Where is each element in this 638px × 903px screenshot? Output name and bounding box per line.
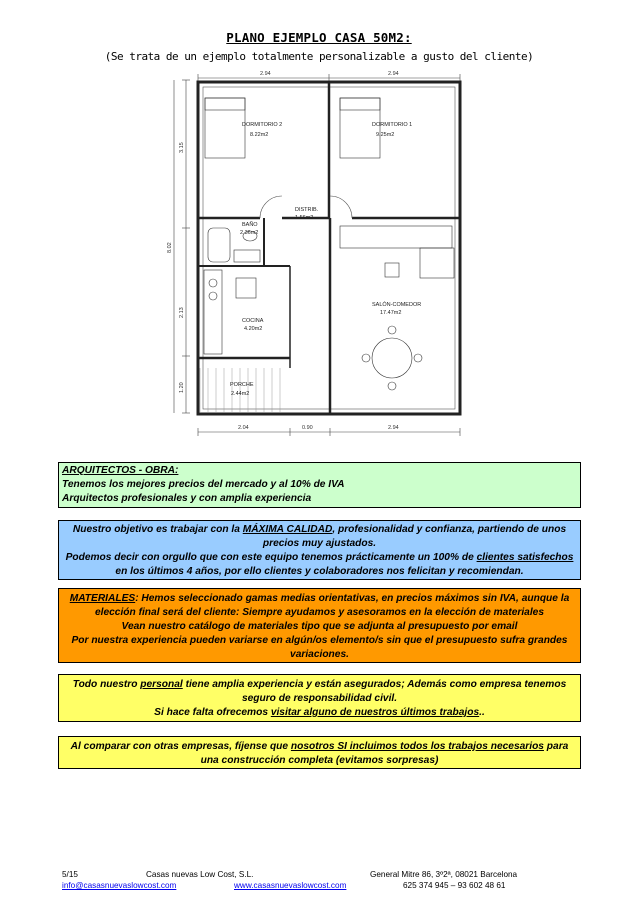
room-cocina-name: COCINA (242, 318, 264, 324)
arquitectos-box (58, 462, 581, 508)
room-dormitorio1-name: DORMITORIO 1 (372, 122, 413, 128)
arquitectos-line-3: Arquitectos profesionales y con amplia experiencia (62, 493, 312, 504)
objetivo-p2-text: Podemos decir con orgullo que con este equipo tenemos prácticamente un 100% de (65, 552, 477, 563)
dim-bottom-1: 2.04 (238, 425, 249, 431)
dim-bottom-3: 2.94 (388, 425, 399, 431)
arquitectos-heading: ARQUITECTOS - OBRA: (62, 465, 179, 476)
dim-left-1: 3.15 (179, 142, 185, 153)
dim-bottom-2: 0.90 (302, 425, 313, 431)
page-subtitle: (Se trata de un ejemplo totalmente personalizable a gusto del cliente) (104, 50, 534, 63)
materiales-paragraph-1 (65, 592, 574, 620)
room-porche-area: 2.44m2 (231, 391, 250, 397)
room-porche-name: PORCHE (230, 382, 254, 388)
room-dormitorio2-name: DORMITORIO 2 (242, 122, 283, 128)
personal-paragraph-1 (65, 678, 574, 706)
footer-phones: 625 374 945 – 93 602 48 61 (403, 881, 506, 890)
room-salon-area: 17.47m2 (380, 310, 402, 316)
materiales-heading: MATERIALES (69, 593, 136, 604)
room-salon-name: SALÓN-COMEDOR (372, 302, 422, 308)
personal-word: personal (140, 679, 183, 690)
materiales-paragraph-3: Por nuestra experiencia pueden variarse en algún/os elemento/s sin que el presupuesto sufra grandes variaciones. (71, 635, 568, 660)
footer-company: Casas nuevas Low Cost, S.L. (146, 870, 254, 879)
comparar-paragraph (65, 740, 574, 768)
objetivo-paragraph-2 (65, 551, 574, 579)
floor-plan (160, 68, 470, 443)
personal-p1-text: Todo nuestro (72, 679, 141, 690)
personal-box (58, 674, 581, 722)
dim-top-left: 2.94 (260, 71, 271, 77)
dim-top-right: 2.94 (388, 71, 399, 77)
footer-address: General Mitre 86, 3º2ª, 08021 Barcelona (370, 870, 518, 879)
objetivo-box (58, 520, 581, 580)
materiales-p1-text: : Hemos seleccionado gamas medias orientativas, en precios máximos sin IVA, aunque la elección final será del cliente: Siempre ayudamos y asesoramos en la elección de materiales (94, 593, 570, 618)
footer-page-number: 5/15 (62, 870, 78, 879)
comparar-text: Al comparar con otras empresas, fíjense que (70, 741, 291, 752)
room-distrib-name: DISTRIB. (295, 207, 319, 213)
objetivo-p1-tail: , profesionalidad y confianza, partiendo de unos precios muy ajustados. (262, 524, 567, 549)
arquitectos-line-2: Tenemos los mejores precios del mercado y al 10% de IVA (62, 479, 345, 490)
room-dormitorio2-area: 8.22m2 (250, 132, 269, 138)
materiales-box (58, 588, 581, 663)
room-dormitorio1-area: 9.25m2 (376, 132, 395, 138)
personal-p1-tail: tiene amplia experiencia y están asegurados; Además como empresa tenemos seguro de responsabilidad civil. (182, 679, 567, 704)
visitar-trabajos-text: visitar alguno de nuestros últimos trabajos (270, 707, 480, 718)
objetivo-paragraph-1 (65, 523, 574, 551)
dim-left-3: 1.20 (179, 382, 185, 393)
personal-p2-text: Si hace falta ofrecemos (154, 707, 271, 718)
room-bano-area: 2.36m2 (240, 230, 259, 236)
comparar-tail: para una construcción completa (evitamos sorpresas) (200, 741, 569, 766)
page-title: PLANO EJEMPLO CASA 50M2: (226, 30, 412, 45)
footer-email-link[interactable]: info@casasnuevaslowcost.com (62, 881, 177, 890)
comparar-box (58, 736, 581, 769)
clientes-satisfechos-text: clientes satisfechos (476, 552, 574, 563)
room-distrib-area: 1.56m2 (295, 215, 314, 221)
objetivo-p1-text: Nuestro objetivo es trabajar con la (72, 524, 243, 535)
room-bano-name: BAÑO (242, 222, 258, 228)
personal-paragraph-2 (65, 706, 574, 720)
maxima-calidad-text: MÁXIMA CALIDAD (242, 524, 333, 535)
personal-p2-tail: .. (479, 707, 485, 718)
dim-total: 8.02 (167, 242, 173, 253)
room-cocina-area: 4.20m2 (244, 326, 263, 332)
dim-left-2: 2.13 (179, 307, 185, 318)
objetivo-p2-tail: en los últimos 4 años, por ello clientes y colaboradores nos felicitan y recomiendan. (115, 566, 524, 577)
materiales-paragraph-2: Vean nuestro catálogo de materiales tipo que se adjunta al presupuesto por email (121, 621, 518, 632)
footer-web-link[interactable]: www.casasnuevaslowcost.com (234, 881, 347, 890)
incluimos-text: nosotros SI incluimos todos los trabajos necesarios (290, 741, 544, 752)
